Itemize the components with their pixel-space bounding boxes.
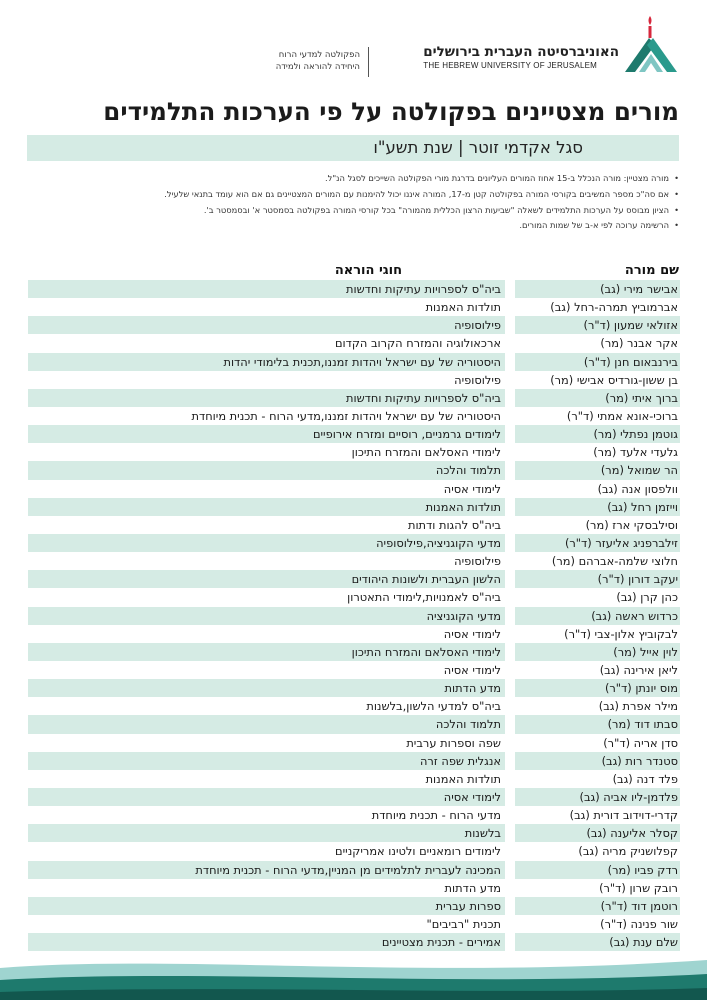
table-row bbox=[28, 933, 680, 951]
teacher-name: ברוך איתי (מר) bbox=[605, 390, 678, 405]
note-item: • הציון מבוסס על הערכות התלמידים לשאלה "שביעות הרצון הכללית מהמורה" בכל קורסי המורה בפקולטה בסמסטר א' ובסמסטר ב'. bbox=[19, 203, 679, 219]
table-row bbox=[28, 588, 680, 606]
teacher-name-cell bbox=[515, 625, 680, 643]
teacher-name: רובק שרון (ד"ר) bbox=[599, 880, 678, 895]
department-cell bbox=[28, 353, 505, 371]
table-row bbox=[28, 280, 680, 298]
university-name-hebrew: האוניברסיטה העברית בירושלים bbox=[423, 44, 619, 60]
department-text: היסטוריה של עם ישראל ויהדות זמננו,תכנית בלימודי יהדות bbox=[223, 354, 501, 369]
table-row bbox=[28, 679, 680, 697]
header-divider bbox=[368, 47, 369, 77]
teacher-name: ברוכי-אונא אמתי (ד"ר) bbox=[566, 408, 678, 423]
department-text: ספרות עברית bbox=[435, 898, 501, 913]
department-text: אנגלית שפה זרה bbox=[419, 753, 501, 768]
teacher-name-cell bbox=[515, 334, 680, 352]
table-row bbox=[28, 552, 680, 570]
teacher-name-cell bbox=[515, 879, 680, 897]
department-text: לימודים גרמניים, רוסיים ומזרח אירופיים bbox=[312, 427, 501, 442]
table-row bbox=[28, 824, 680, 842]
table-row bbox=[28, 806, 680, 824]
teacher-name-cell bbox=[515, 933, 680, 951]
department-text: לימודי האסלאם והמזרח התיכון bbox=[351, 445, 501, 460]
department-text: פילוסופיה bbox=[454, 372, 501, 387]
department-cell bbox=[28, 915, 505, 933]
table-row bbox=[28, 534, 680, 552]
department-cell bbox=[28, 425, 505, 443]
table-row bbox=[28, 570, 680, 588]
table-row bbox=[28, 879, 680, 897]
table-row bbox=[28, 734, 680, 752]
table-row bbox=[28, 407, 680, 425]
teacher-name-cell bbox=[515, 389, 680, 407]
teacher-name-cell bbox=[515, 770, 680, 788]
teacher-name-cell bbox=[515, 607, 680, 625]
department-text: ביה"ס לספרויות עתיקות וחדשות bbox=[346, 282, 501, 296]
note-item: • אם סה"כ מספר המשיבים בקורסי המורה בפקולטה קטן מ-17, המורה איננו יכול להימנות עם המורים המצטיינים גם אם הוא עומד בתנאי שלעיל. bbox=[19, 187, 679, 203]
department-cell bbox=[28, 752, 505, 770]
department-cell bbox=[28, 715, 505, 733]
department-cell bbox=[28, 734, 505, 752]
department-text: תולדות האמנות bbox=[425, 300, 501, 315]
teacher-name-cell bbox=[515, 407, 680, 425]
department-cell bbox=[28, 389, 505, 407]
department-cell bbox=[28, 407, 505, 425]
teacher-name-cell bbox=[515, 643, 680, 661]
teacher-name: כרדוש ראשה (גב) bbox=[591, 608, 678, 623]
department-cell bbox=[28, 516, 505, 534]
teacher-name-cell bbox=[515, 734, 680, 752]
note-item: • הרשימה ערוכה לפי א-ב של שמות המורים. bbox=[19, 218, 679, 234]
teacher-name-cell bbox=[515, 316, 680, 334]
department-text: ביה"ס לאמנויות,לימודי התאטרון bbox=[347, 590, 501, 605]
teacher-name: מילר אפרת (גב) bbox=[598, 699, 678, 714]
teacher-name-cell bbox=[515, 897, 680, 915]
department-text: לימודי אסיה bbox=[443, 481, 501, 496]
teacher-name: בן ששון-גורדיס אבישי (מר) bbox=[550, 372, 678, 387]
note-item: • מורה מצטיין: מורה הנכלל ב-15 אחוז המורים העליונים בדרגת מורי הפקולטה השייכים לסגל הנ"ל. bbox=[19, 171, 679, 187]
department-cell bbox=[28, 570, 505, 588]
teacher-name: שלם ענת (גב) bbox=[609, 935, 678, 950]
table-row bbox=[28, 425, 680, 443]
page-subtitle: סגל אקדמי זוטר | שנת תשע"ו bbox=[373, 138, 583, 157]
table-row bbox=[28, 298, 680, 316]
teacher-name-cell bbox=[515, 280, 680, 298]
table-row bbox=[28, 389, 680, 407]
department-cell bbox=[28, 806, 505, 824]
teacher-name: וולפסון אנה (גב) bbox=[597, 481, 678, 496]
table-row bbox=[28, 752, 680, 770]
table-row bbox=[28, 788, 680, 806]
column-header-departments: חוגי הוראה bbox=[334, 263, 402, 278]
department-text: בלשנות bbox=[464, 826, 501, 841]
table-row bbox=[28, 697, 680, 715]
department-cell bbox=[28, 879, 505, 897]
table-row bbox=[28, 316, 680, 334]
department-text: ביה"ס לספרויות עתיקות וחדשות bbox=[346, 390, 501, 405]
department-text: שפה וספרות ערבית bbox=[406, 735, 501, 750]
department-text: לימודי אסיה bbox=[443, 789, 501, 804]
teacher-name-cell bbox=[515, 425, 680, 443]
footer-wave bbox=[0, 950, 707, 1000]
teacher-name: סבתו דוד (מר) bbox=[607, 717, 678, 732]
department-cell bbox=[28, 461, 505, 479]
teacher-name-cell bbox=[515, 788, 680, 806]
teacher-name-cell bbox=[515, 806, 680, 824]
department-text: ביה"ס להגות ודתות bbox=[407, 517, 501, 532]
teacher-name-cell bbox=[515, 534, 680, 552]
teacher-name: וייזמן רחל (גב) bbox=[607, 499, 678, 514]
department-cell bbox=[28, 643, 505, 661]
teacher-name: יעקב דורון (ד"ר) bbox=[597, 572, 678, 587]
teacher-name-cell bbox=[515, 679, 680, 697]
department-cell bbox=[28, 371, 505, 389]
department-text: מדע הדתות bbox=[444, 681, 501, 696]
department-cell bbox=[28, 661, 505, 679]
unit-name: היחידה להוראה ולמידה bbox=[275, 62, 360, 72]
teacher-name: פלד דנה (גב) bbox=[612, 771, 678, 786]
teacher-name: קסלר אליענה (גב) bbox=[586, 826, 678, 841]
teacher-name-cell bbox=[515, 461, 680, 479]
teacher-name-cell bbox=[515, 715, 680, 733]
teacher-name-cell bbox=[515, 516, 680, 534]
teacher-name: גוטמן נפתלי (מר) bbox=[593, 427, 678, 442]
teacher-name: רוטמן דוד (ד"ר) bbox=[600, 898, 678, 913]
table-row bbox=[28, 861, 680, 879]
university-logo bbox=[625, 14, 677, 76]
teacher-name-cell bbox=[515, 371, 680, 389]
teacher-name-cell bbox=[515, 824, 680, 842]
table-row bbox=[28, 443, 680, 461]
teacher-name-cell bbox=[515, 570, 680, 588]
department-cell bbox=[28, 788, 505, 806]
teacher-name-cell bbox=[515, 842, 680, 860]
table-row bbox=[28, 516, 680, 534]
teacher-name: לבקוביץ אלון-צבי (ד"ר) bbox=[564, 626, 678, 641]
table-row bbox=[28, 480, 680, 498]
department-text: מדעי הרוח - תכנית מיוחדת bbox=[371, 808, 501, 823]
teacher-name-cell bbox=[515, 861, 680, 879]
teacher-name: אבישר מירי (גב) bbox=[600, 282, 678, 296]
department-cell bbox=[28, 316, 505, 334]
table-row bbox=[28, 498, 680, 516]
department-text: הלשון העברית ולשונות היהודים bbox=[351, 572, 501, 587]
teacher-name-cell bbox=[515, 588, 680, 606]
teacher-name-cell bbox=[515, 443, 680, 461]
department-cell bbox=[28, 679, 505, 697]
teacher-name-cell bbox=[515, 697, 680, 715]
teacher-name-cell bbox=[515, 661, 680, 679]
department-text: לימודי אסיה bbox=[443, 626, 501, 641]
department-text: תלמוד והלכה bbox=[435, 463, 501, 478]
department-text: תולדות האמנות bbox=[425, 499, 501, 514]
table-row bbox=[28, 607, 680, 625]
teacher-name: אברמוביץ תמרה-רחל (גב) bbox=[550, 300, 678, 315]
table-row bbox=[28, 661, 680, 679]
teacher-name-cell bbox=[515, 915, 680, 933]
department-text: המכינה לעברית לתלמידים מן המניין,מדעי הרוח - תכנית מיוחדת bbox=[195, 862, 501, 877]
department-text: אמירים - תכנית מצטיינים bbox=[381, 935, 501, 950]
department-cell bbox=[28, 588, 505, 606]
teacher-name-cell bbox=[515, 298, 680, 316]
column-header-teacher: שם מורה bbox=[624, 263, 679, 278]
teacher-name: בירנבאום חנן (ד"ר) bbox=[583, 354, 678, 369]
teacher-name: סדן אריה (ד"ר) bbox=[603, 735, 678, 750]
department-text: לימודים רומאניים ולטינו אמריקניים bbox=[335, 844, 501, 859]
table-row bbox=[28, 715, 680, 733]
table-row bbox=[28, 770, 680, 788]
department-cell bbox=[28, 824, 505, 842]
department-cell bbox=[28, 842, 505, 860]
department-cell bbox=[28, 933, 505, 951]
subtitle-band bbox=[27, 135, 679, 161]
department-text: פילוסופיה bbox=[454, 554, 501, 569]
table-row bbox=[28, 643, 680, 661]
teacher-name: ליאן אירינה (גב) bbox=[599, 662, 678, 677]
teacher-name: הר שמואל (מר) bbox=[600, 463, 678, 478]
teacher-name: אקר אבנר (מר) bbox=[600, 336, 678, 351]
teachers-table bbox=[28, 280, 680, 951]
department-cell bbox=[28, 625, 505, 643]
teacher-name: וסילבסקי ארז (מר) bbox=[585, 517, 678, 532]
department-text: לימודי האסלאם והמזרח התיכון bbox=[351, 644, 501, 659]
teacher-name-cell bbox=[515, 480, 680, 498]
department-text: מדעי הקוגניציה,פילוסופיה bbox=[376, 535, 501, 550]
teacher-name-cell bbox=[515, 752, 680, 770]
department-cell bbox=[28, 897, 505, 915]
teacher-name: חלוצי שלמה-אברהם (מר) bbox=[551, 554, 678, 569]
department-cell bbox=[28, 480, 505, 498]
table-row bbox=[28, 897, 680, 915]
teacher-name: רדק פביו (מר) bbox=[607, 862, 678, 877]
table-row bbox=[28, 334, 680, 352]
department-text: פילוסופיה bbox=[454, 318, 501, 333]
department-text: מדע הדתות bbox=[444, 880, 501, 895]
notes-list bbox=[19, 171, 679, 234]
department-text: לימודי אסיה bbox=[443, 662, 501, 677]
faculty-name: הפקולטה למדעי הרוח bbox=[278, 50, 360, 60]
department-text: תלמוד והלכה bbox=[435, 717, 501, 732]
table-row bbox=[28, 842, 680, 860]
teacher-name: שור פנינה (ד"ר) bbox=[600, 916, 678, 931]
department-cell bbox=[28, 607, 505, 625]
department-cell bbox=[28, 697, 505, 715]
table-row bbox=[28, 371, 680, 389]
department-cell bbox=[28, 443, 505, 461]
table-row bbox=[28, 353, 680, 371]
teacher-name: פלדמן-ליו אביה (גב) bbox=[579, 789, 678, 804]
teacher-name: זילברפניג אליעזר (ד"ר) bbox=[564, 535, 678, 550]
teacher-name: לוין אייל (מר) bbox=[613, 644, 678, 659]
department-cell bbox=[28, 552, 505, 570]
department-cell bbox=[28, 770, 505, 788]
teacher-name: סטנדר רות (גב) bbox=[601, 753, 678, 768]
department-text: מדעי הקוגניציה bbox=[426, 608, 501, 623]
page-header bbox=[0, 0, 707, 85]
department-cell bbox=[28, 498, 505, 516]
teacher-name: מוס יונתן (ד"ר) bbox=[604, 681, 678, 696]
table-row bbox=[28, 915, 680, 933]
teacher-name-cell bbox=[515, 353, 680, 371]
department-cell bbox=[28, 334, 505, 352]
department-text: היסטוריה של עם ישראל ויהדות זמננו,מדעי הרוח - תכנית מיוחדת bbox=[191, 408, 501, 423]
teacher-name: כהן קרן (גב) bbox=[616, 590, 678, 605]
table-row bbox=[28, 461, 680, 479]
department-cell bbox=[28, 298, 505, 316]
department-text: ארכאולוגיה והמזרח הקרוב הקדום bbox=[334, 336, 501, 351]
teacher-name-cell bbox=[515, 498, 680, 516]
teacher-name: קדרי-דוידוב דורית (גב) bbox=[569, 808, 678, 823]
department-cell bbox=[28, 534, 505, 552]
teacher-name-cell bbox=[515, 552, 680, 570]
page-title: מורים מצטיינים בפקולטה על פי הערכות התלמידים bbox=[103, 97, 679, 126]
department-cell bbox=[28, 861, 505, 879]
teacher-name: אזולאי שמעון (ד"ר) bbox=[583, 318, 678, 333]
department-text: תולדות האמנות bbox=[425, 771, 501, 786]
table-row bbox=[28, 625, 680, 643]
department-cell bbox=[28, 280, 505, 298]
department-text: תכנית "רביבים" bbox=[426, 916, 501, 931]
teacher-name: קפלושניק מריה (גב) bbox=[578, 844, 678, 859]
teacher-name: גלעדי אלעד (מר) bbox=[593, 445, 678, 460]
university-name-english: THE HEBREW UNIVERSITY OF JERUSALEM bbox=[423, 61, 598, 70]
department-text: ביה"ס למדעי הלשון,בלשנות bbox=[366, 699, 501, 714]
